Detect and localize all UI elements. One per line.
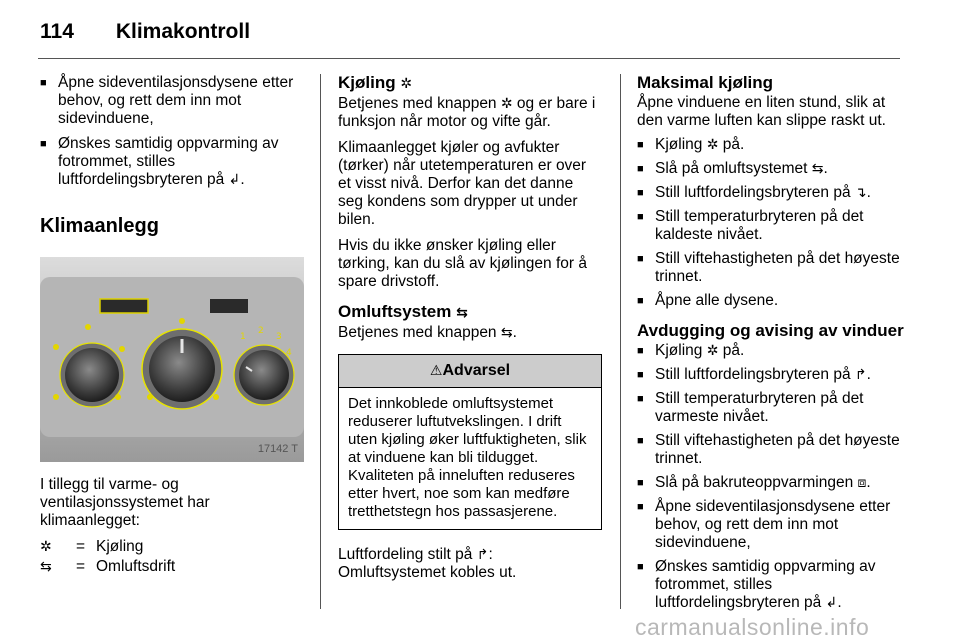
recirculation-icon: ⇆ bbox=[456, 305, 468, 321]
snowflake-icon: ✲ bbox=[400, 76, 413, 92]
warning-icon: ⚠ bbox=[429, 363, 443, 379]
list-item: ■ Kjøling ✲ på. bbox=[637, 136, 905, 154]
list-item: ■ Åpne sideventilasjonsdysene etter behov, og rett dem inn mot sidevinduene, bbox=[637, 498, 905, 552]
paragraph: Hvis du ikke ønsker kjøling eller tørking, kan du slå av kjølingen for å spare drivstoff. bbox=[338, 237, 587, 290]
snowflake-icon: ✲ bbox=[500, 96, 513, 112]
face-vent-icon: ↴ bbox=[854, 185, 867, 201]
section-heading: Kjøling ✲ bbox=[338, 73, 413, 92]
recirculation-icon: ⇆ bbox=[40, 559, 52, 575]
svg-text:2: 2 bbox=[258, 326, 264, 336]
column-divider bbox=[320, 74, 321, 609]
snowflake-icon: ✲ bbox=[706, 137, 719, 153]
warning-box bbox=[338, 354, 602, 530]
column-1 bbox=[40, 74, 308, 576]
floor-defrost-icon: ↲ bbox=[825, 595, 838, 611]
windscreen-defrost-icon: ↱ bbox=[476, 547, 489, 563]
snowflake-icon: ✲ bbox=[40, 539, 52, 555]
section-heading: Maksimal kjøling bbox=[637, 73, 774, 92]
list-item: ■ Still luftfordelingsbryteren på ↴. bbox=[637, 184, 905, 202]
section-heading: Avdugging og avising av vinduer bbox=[637, 321, 904, 340]
paragraph: Klimaanlegget kjøler og avfukter (tørker) når utetemperaturen er over et visst nivå. Derfor kan det danne seg kondens som drypper ut under bilen. bbox=[338, 139, 587, 228]
section-heading: Klimaanlegg bbox=[40, 215, 159, 237]
list-item: ■ Still viftehastigheten på det høyeste trinnet. bbox=[637, 432, 905, 468]
warning-title: ⚠Advarsel bbox=[339, 355, 601, 388]
header-rule bbox=[38, 58, 900, 59]
paragraph: Luftfordeling stilt på ↱: Omluftsystemet kobles ut. bbox=[338, 546, 517, 581]
watermark: carmanualsonline.info bbox=[635, 614, 870, 640]
list-item: ■ Kjøling ✲ på. bbox=[637, 342, 905, 360]
warning-text: Det innkoblede omluftsystemet reduserer luftutvekslingen. I drift uten kjøling øker luftfuktigheten, slik at vinduene kan bli tildugget. Kvaliteten på inneluften reduseres etter hvert, noe som kan medføre tretthetstegn hos passasjerene. bbox=[348, 395, 587, 520]
list-item: ■ Slå på bakruteoppvarmingen ⧈. bbox=[637, 474, 905, 492]
column-3 bbox=[637, 74, 905, 618]
page-header bbox=[40, 20, 250, 44]
rear-window-heater-icon: ⧈ bbox=[857, 475, 867, 491]
column-divider bbox=[620, 74, 621, 609]
list-item: ■ Ønskes samtidig oppvarming av fotrommet, stilles luftfordelingsbryteren på ↲. bbox=[40, 135, 308, 189]
list-item: ■ Still luftfordelingsbryteren på ↱. bbox=[637, 366, 905, 384]
list-item: ■ Åpne sideventilasjonsdysene etter behov, og rett dem inn mot sidevinduene, bbox=[40, 74, 308, 128]
image-index: 17142 T bbox=[257, 443, 298, 455]
intro-text: I tillegg til varme- og ventilasjonssystemet har klimaanlegget: bbox=[40, 476, 210, 529]
svg-text:4: 4 bbox=[286, 348, 292, 358]
list-item: ■ Åpne alle dysene. bbox=[637, 292, 905, 310]
paragraph: Betjenes med knappen ✲ og er bare i funksjon når motor og vifte går. bbox=[338, 95, 596, 130]
symbol-legend: ✲ = Kjøling ⇆ = Omluftsdrift bbox=[40, 538, 176, 575]
snowflake-icon: ✲ bbox=[706, 343, 719, 359]
section-heading: Omluftsystem ⇆ bbox=[338, 302, 468, 321]
list-item: ■ Still viftehastigheten på det høyeste trinnet. bbox=[637, 250, 905, 286]
floor-defrost-icon: ↲ bbox=[228, 172, 241, 188]
list-item: ■ Still temperaturbryteren på det varmeste nivået. bbox=[637, 390, 905, 426]
column-2 bbox=[338, 74, 602, 590]
svg-text:1: 1 bbox=[240, 332, 246, 342]
list-item: ■ Still temperaturbryteren på det kaldeste nivået. bbox=[637, 208, 905, 244]
list-item: ■ Ønskes samtidig oppvarming av fotrommet, stilles luftfordelingsbryteren på ↲. bbox=[637, 558, 905, 612]
page-number: 114 bbox=[40, 20, 74, 43]
recirculation-icon: ⇆ bbox=[811, 161, 824, 177]
svg-text:3: 3 bbox=[276, 332, 282, 342]
list-item: ■ Slå på omluftsystemet ⇆. bbox=[637, 160, 905, 178]
paragraph: Åpne vinduene en liten stund, slik at den varme luften kan slippe raskt ut. bbox=[637, 94, 886, 129]
paragraph: Betjenes med knappen ⇆. bbox=[338, 324, 517, 341]
recirculation-icon: ⇆ bbox=[500, 325, 513, 341]
climate-control-panel-image bbox=[40, 257, 304, 462]
windscreen-defrost-icon: ↱ bbox=[854, 367, 867, 383]
page-title: Klimakontroll bbox=[115, 20, 251, 43]
